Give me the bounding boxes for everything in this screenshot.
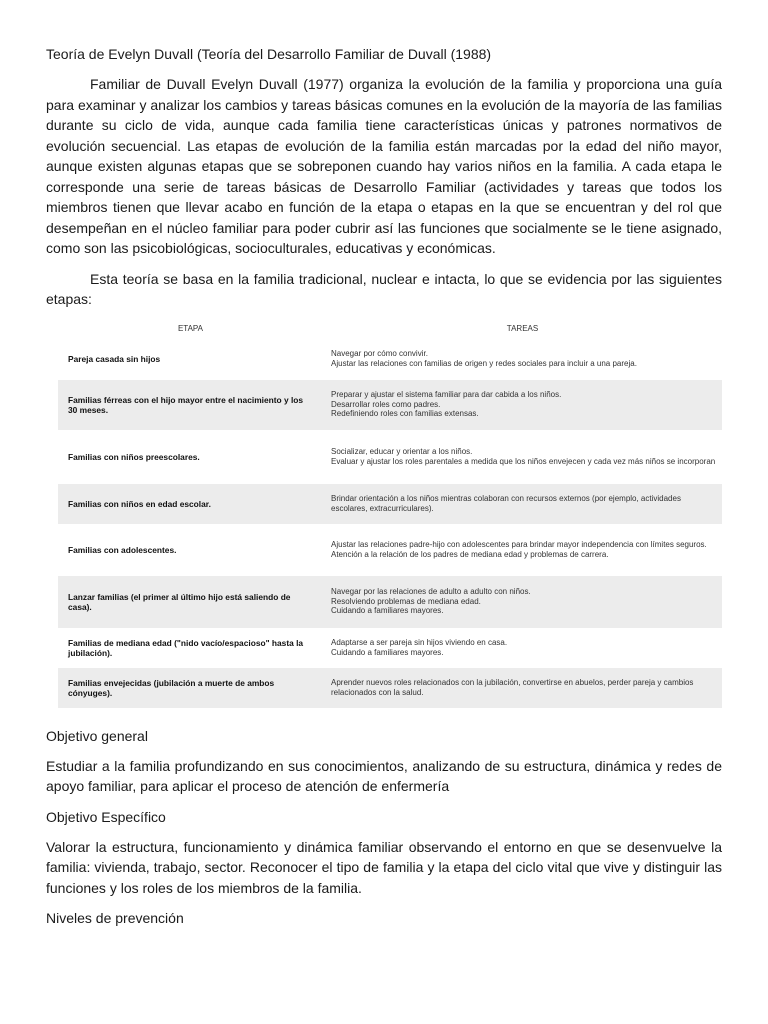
- task-line: Navegar por las relaciones de adulto a adulto con niños.: [331, 587, 531, 597]
- task-line: Socializar, educar y orientar a los niños.: [331, 447, 473, 456]
- task-line: Redefiniendo roles con familias extensas.: [331, 409, 479, 419]
- stage-cell: Familias con niños preescolares.: [68, 451, 200, 462]
- stage-cell: Familias envejecidas (jubilación a muerte de ambos cónyuges).: [68, 677, 275, 698]
- table-row: [58, 524, 722, 576]
- tasks-cell: [323, 638, 722, 657]
- specific-objective-heading: Objetivo Específico: [46, 808, 166, 825]
- task-line: Brindar orientación a los niños mientras colaboran con recursos externos (por ejemplo, actividades escolares, extracurriculares).: [331, 494, 681, 513]
- task-line: Ajustar las relaciones con familias de origen y redes sociales para incluir a una pareja.: [331, 358, 637, 368]
- tasks-cell: [323, 390, 722, 419]
- document-title: Teoría de Evelyn Duvall (Teoría del Desarrollo Familiar de Duvall (1988): [46, 46, 492, 62]
- task-line: Evaluar y ajustar los roles parentales a medida que los niños envejecen y cada vez más niños se incorporan: [331, 456, 716, 466]
- prevention-levels-heading: Niveles de prevención: [46, 910, 184, 926]
- task-line: Ajustar las relaciones padre-hijo con adolescentes para brindar mayor independencia con límites seguros.: [331, 540, 707, 549]
- table-header: [58, 320, 722, 338]
- task-line: Desarrollar roles como padres.: [331, 399, 441, 409]
- stage-cell: Familias con niños en edad escolar.: [68, 498, 211, 509]
- stage-cell: Pareja casada sin hijos: [68, 353, 161, 364]
- theory-paragraph: Esta teoría se basa en la familia tradicional, nuclear e intacta, lo que se evidencia por las siguientes etapas:: [46, 270, 722, 307]
- table-row: [58, 628, 722, 668]
- column-header-tasks: TAREAS: [506, 324, 539, 333]
- task-line: Adaptarse a ser pareja sin hijos viviendo en casa.: [331, 638, 508, 647]
- stage-cell: Familias con adolescentes.: [68, 544, 177, 555]
- specific-objective-text: Valorar la estructura, funcionamiento y dinámica familiar observando el entorno en que se desenvuelve la familia: vivienda, trabajo, sector. Reconocer el tipo de familia y la etapa del ciclo vital que vive y distinguir las funciones y los roles de los miembros de la familia.: [46, 838, 722, 896]
- table-row: [58, 430, 722, 484]
- task-line: Cuidando a familiares mayores.: [331, 606, 444, 616]
- tasks-cell: [323, 447, 722, 466]
- tasks-cell: [323, 494, 722, 513]
- stage-cell: Lanzar familias (el primer al último hijo está saliendo de casa).: [68, 591, 291, 612]
- task-line: Resolviendo problemas de mediana edad.: [331, 596, 481, 606]
- task-line: Aprender nuevos roles relacionados con la jubilación, convertirse en abuelos, perder pareja y cambios relacionados con la salud.: [331, 678, 694, 697]
- task-line: Navegar por cómo convivir.: [331, 349, 428, 358]
- task-line: Cuidando a familiares mayores.: [331, 647, 444, 657]
- column-header-stage: ETAPA: [177, 324, 204, 333]
- table-row: [58, 576, 722, 628]
- table-row: [58, 338, 722, 380]
- task-line: Preparar y ajustar el sistema familiar para dar cabida a los niños.: [331, 390, 562, 400]
- stage-cell: Familias de mediana edad ("nido vacío/espacioso" hasta la jubilación).: [68, 637, 304, 658]
- table-row: [58, 484, 722, 524]
- tasks-cell: [323, 540, 722, 559]
- stages-table: [58, 320, 722, 708]
- task-line: Atención a la relación de los padres de mediana edad y problemas de carrera.: [331, 549, 609, 559]
- stage-cell: Familias férreas con el hijo mayor entre el nacimiento y los 30 meses.: [68, 394, 304, 415]
- tasks-cell: [323, 349, 722, 368]
- table-row: [58, 380, 722, 430]
- tasks-cell: [323, 587, 722, 616]
- document-page: [46, 44, 722, 938]
- tasks-cell: [323, 678, 722, 697]
- table-row: [58, 668, 722, 708]
- intro-paragraph: Familiar de Duvall Evelyn Duvall (1977) organiza la evolución de la familia y proporciona una guía para examinar y analizar los cambios y tareas básicas comunes en la evolución de la mayoría de las familias durante su ciclo de vida, aunque cada familia tiene características únicas y patrones normativos de evolución secuencial. Las etapas de evolución de la familia están marcadas por la edad del niño mayor, aunque existen algunas etapas que se sobreponen cuando hay varios niños en la familia. A cada etapa le corresponde una serie de tareas básicas de Desarrollo Familiar (actividades y tareas que todos los miembros tienen que llevar acabo en función de la etapa o etapas en la que se encuentran y del rol que desempeñan en el núcleo familiar para poder cubrir así las funciones que socialmente se le tiene asignado, como son las psicobiológicas, socioculturales, educativas y económicas.: [46, 76, 722, 256]
- general-objective-text: Estudiar a la familia profundizando en sus conocimientos, analizando de su estructura, dinámica y redes de apoyo familiar, para aplicar el proceso de atención de enfermería: [46, 757, 722, 794]
- general-objective-heading: Objetivo general: [46, 727, 148, 744]
